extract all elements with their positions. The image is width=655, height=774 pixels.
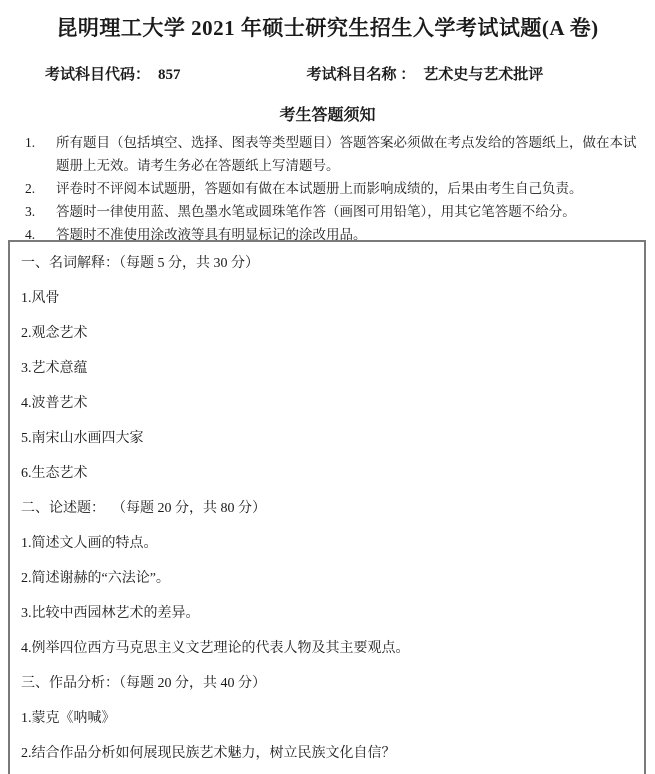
- notice-text: 答题时不准使用涂改液等具有明显标记的涂改用品。: [56, 227, 367, 242]
- notice-number: 4.: [25, 227, 36, 242]
- section-3-heading: 三、作品分析：（每题 20 分，共 40 分）: [21, 676, 266, 691]
- notice-number: 2.: [25, 181, 36, 196]
- question-item: 1.简述文人画的特点。: [21, 536, 158, 551]
- notice-number: 1.: [25, 135, 36, 150]
- question-item: 2.结合作品分析如何展现民族艺术魅力，树立民族文化自信？: [21, 746, 396, 761]
- question-item: 6.生态艺术: [21, 466, 88, 481]
- question-item: 3.比较中西园林艺术的差异。: [21, 606, 200, 621]
- subject-code-value: 857: [158, 67, 181, 83]
- notice-item: [25, 131, 647, 177]
- notice-list: [25, 131, 647, 246]
- subject-name: [307, 65, 544, 85]
- section-1-heading: 一、名词解释：（每题 5 分，共 30 分）: [21, 256, 259, 271]
- subject-name-value: 艺术史与艺术批评: [423, 67, 544, 83]
- question-item: 4.例举四位西方马克思主义文艺理论的代表人物及其主要观点。: [21, 641, 410, 656]
- notice-item: [25, 200, 647, 223]
- section-2-heading: 二、论述题： （每题 20 分，共 80 分）: [21, 501, 266, 516]
- subject-row: [45, 65, 655, 85]
- notice-item: [25, 177, 647, 200]
- question-item: 2.简述谢赫的“六法论”。: [21, 571, 170, 586]
- subject-name-label: 考试科目名称 ：: [306, 67, 416, 83]
- page-title: 昆明理工大学 2021 年硕士研究生招生入学考试试题(A 卷): [56, 16, 599, 40]
- subject-code: [45, 65, 181, 85]
- question-item: 1.风骨: [21, 291, 60, 306]
- question-item: 4.波普艺术: [21, 396, 88, 411]
- question-item: 2.观念艺术: [21, 326, 88, 341]
- question-box: [8, 240, 646, 774]
- subject-code-label: 考试科目代码：: [45, 67, 151, 83]
- notice-text: 答题时一律使用蓝、黑色墨水笔或圆珠笔作答（画图可用铅笔），用其它笔答题不给分。: [56, 204, 576, 219]
- question-item: 3.艺术意蕴: [21, 361, 88, 376]
- notice-number: 3.: [25, 204, 36, 219]
- notice-text: 所有题目（包括填空、选择、图表等类型题目）答题答案必须做在考点发给的答题纸上，做在本试题册上无效。请考生务必在答题纸上写清题号。: [56, 135, 637, 173]
- question-item: 5.南宋山水画四大家: [21, 431, 144, 446]
- notice-heading: 考生答题须知: [279, 107, 376, 124]
- notice-text: 评卷时不评阅本试题册，答题如有做在本试题册上而影响成绩的，后果由考生自己负责。: [56, 181, 583, 196]
- question-item: 1.蒙克《呐喊》: [21, 711, 116, 726]
